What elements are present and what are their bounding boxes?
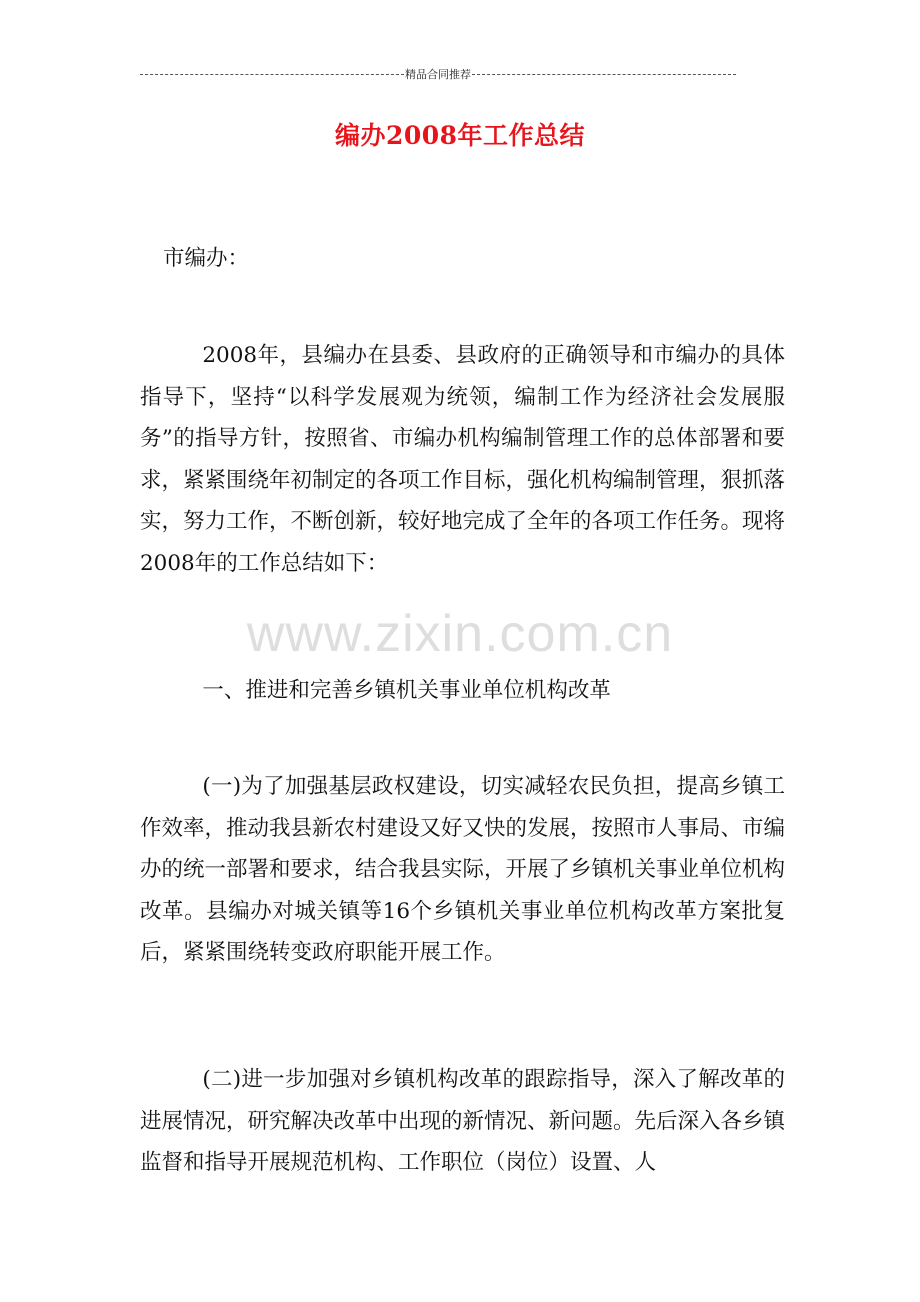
paragraph-intro-block <box>140 335 785 584</box>
section-heading-1: 一、推进和完善乡镇机关事业单位机构改革 <box>202 678 611 703</box>
header-dash-right <box>472 74 736 75</box>
document-title: 编办2008年工作总结 <box>334 121 586 150</box>
paragraph-item-2: (二)进一步加强对乡镇机构改革的跟踪指导，深入了解改革的进展情况，研究解决改革中出现的新情况、新问题。先后深入各乡镇监督和指导开展规范机构、工作职位（岗位）设置、人 <box>140 1067 786 1175</box>
header-divider <box>140 64 736 84</box>
header-dash-left <box>140 74 404 75</box>
paragraph-item-1: (一)为了加强基层政权建设，切实减轻农民负担，提高乡镇工作效率，推动我县新农村建设又好又快的发展，按照市人事局、市编办的统一部署和要求，结合我县实际，开展了乡镇机关事业单位机构改革。县编办对城关镇等16个乡镇机关事业单位机构改革方案批复后，紧紧围绕转变政府职能开展工作。 <box>140 774 786 965</box>
paragraph-intro: 2008年，县编办在县委、县政府的正确领导和市编办的具体指导下，坚持“以科学发展观为统领，编制工作为经济社会发展服务”的指导方针，按照省、市编办机构编制管理工作的总体部署和要求，紧紧围绕年初制定的各项工作目标，强化机构编制管理，狠抓落实，努力工作，不断创新，较好地完成了全年的各项工作任务。现将2008年的工作总结如下： <box>140 343 786 576</box>
paragraph-item1-block <box>140 766 785 974</box>
header-label: 精品合同推荐 <box>405 69 471 81</box>
salutation: 市编办： <box>163 246 250 271</box>
watermark: www.zixin.com.cn <box>246 605 674 663</box>
section-heading-block <box>140 670 785 712</box>
paragraph-item2-block <box>140 1059 785 1184</box>
